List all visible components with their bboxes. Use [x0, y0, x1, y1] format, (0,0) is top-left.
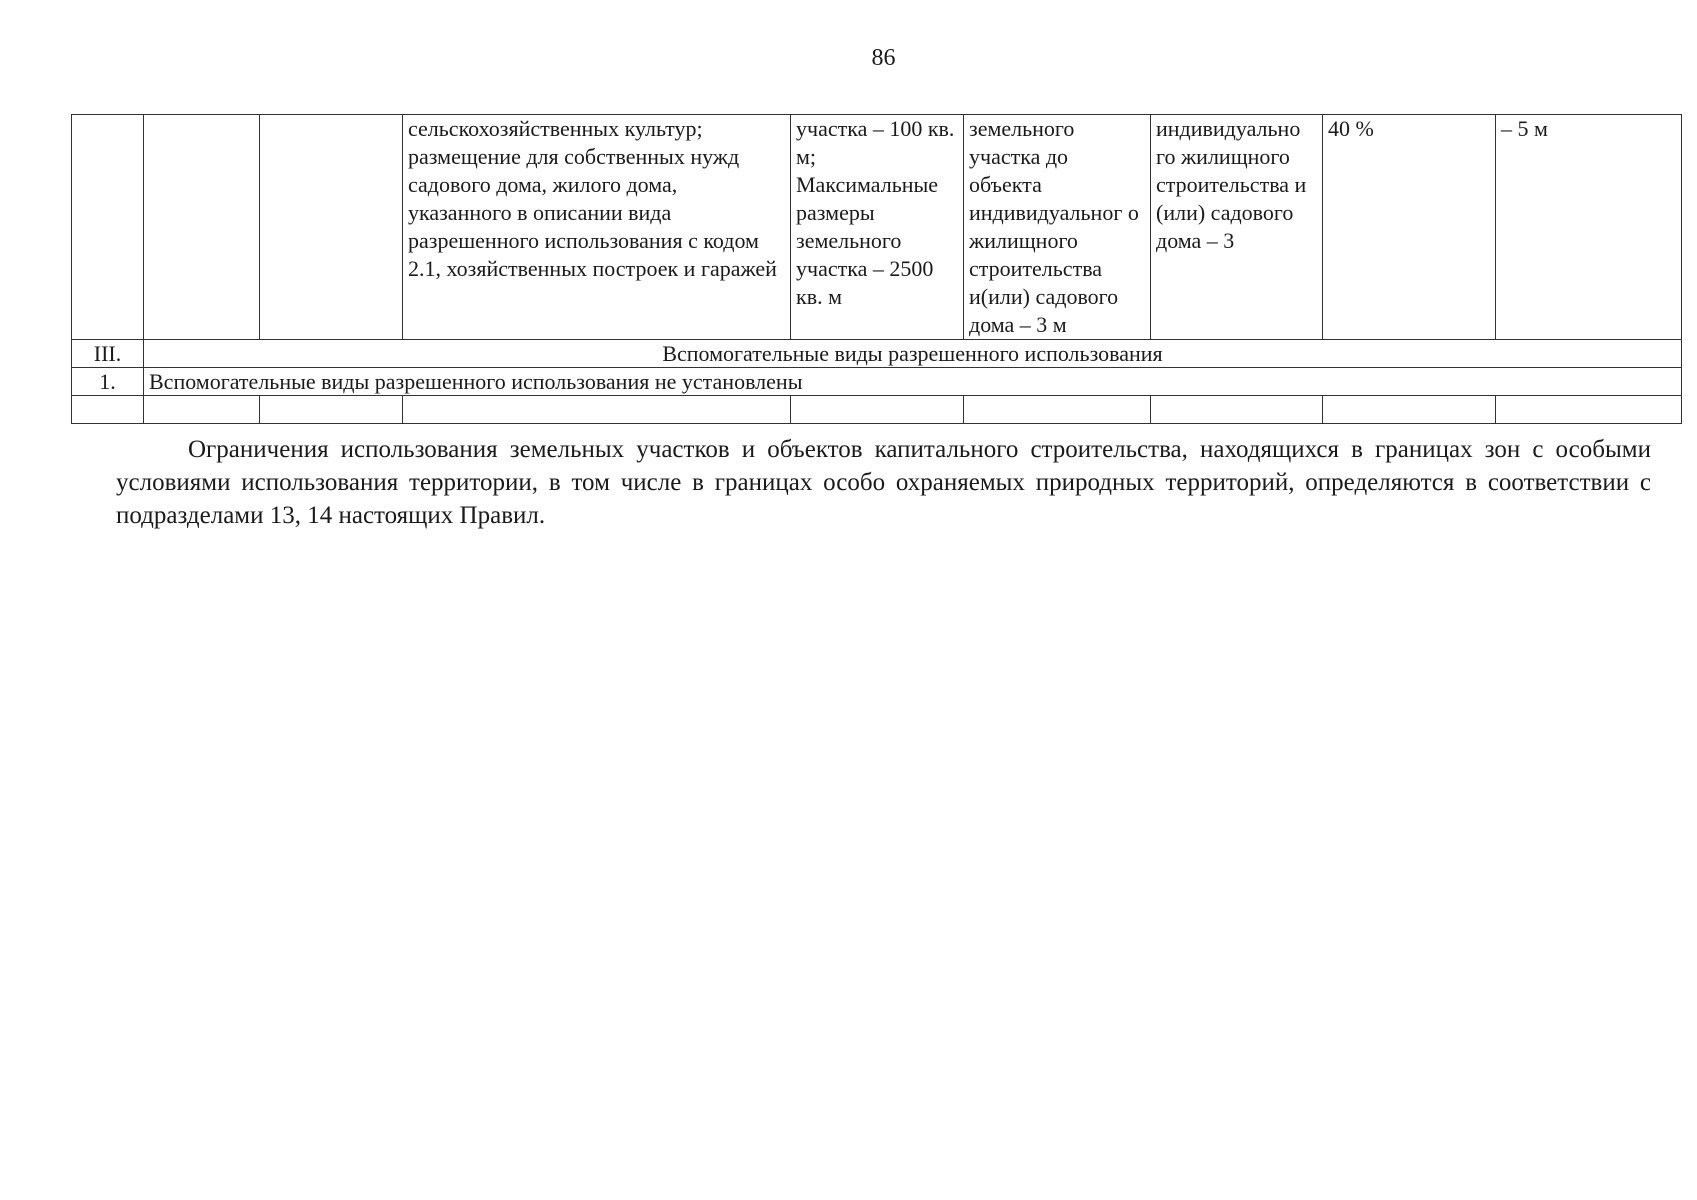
table-row-empty [72, 396, 1682, 424]
cell-empty [1323, 396, 1496, 424]
cell-setback-to-object: земельного участка до объекта индивидуальног о жилищного строительства и(или) садового дома – 3 м [964, 115, 1151, 340]
item-text: Вспомогательные виды разрешенного использования не установлены [144, 368, 1682, 396]
restrictions-paragraph: Ограничения использования земельных участков и объектов капитального строительства, находящихся в границах зон с особыми условиями использования территории, в том числе в границах особо охраняемых природных территорий, определяются в соответствии с подразделами 13, 14 настоящих Правил. [116, 436, 1651, 529]
cell-plot-size-limits: участка – 100 кв. м; Максимальные размеры земельного участка – 2500 кв. м [791, 115, 964, 340]
cell-empty [1496, 396, 1682, 424]
cell-max-floors: индивидуально го жилищного строительства и (или) садового дома – 3 [1151, 115, 1323, 340]
cell-empty [260, 396, 403, 424]
cell-other-params: – 5 м [1496, 115, 1682, 340]
section-title: Вспомогательные виды разрешенного использования [144, 340, 1682, 368]
table-row-continuation [72, 115, 1682, 340]
table-row-section [72, 340, 1682, 368]
cell-permitted-use-description: сельскохозяйственных культур; размещение для собственных нужд садового дома, жилого дома, указанного в описании вида разрешенного использования с кодом 2.1, хозяйственных построек и гаражей [403, 115, 791, 340]
page-number: 86 [871, 45, 896, 71]
cell-empty [144, 396, 260, 424]
item-number: 1. [72, 368, 144, 396]
cell-empty [791, 396, 964, 424]
cell-coverage-percent: 40 % [1323, 115, 1496, 340]
cell-empty [260, 115, 403, 340]
cell-empty [72, 115, 144, 340]
cell-empty [403, 396, 791, 424]
regulations-table [71, 114, 1682, 424]
table-row-item [72, 368, 1682, 396]
cell-empty [964, 396, 1151, 424]
section-number: III. [72, 340, 144, 368]
cell-empty [144, 115, 260, 340]
cell-empty [72, 396, 144, 424]
cell-empty [1151, 396, 1323, 424]
